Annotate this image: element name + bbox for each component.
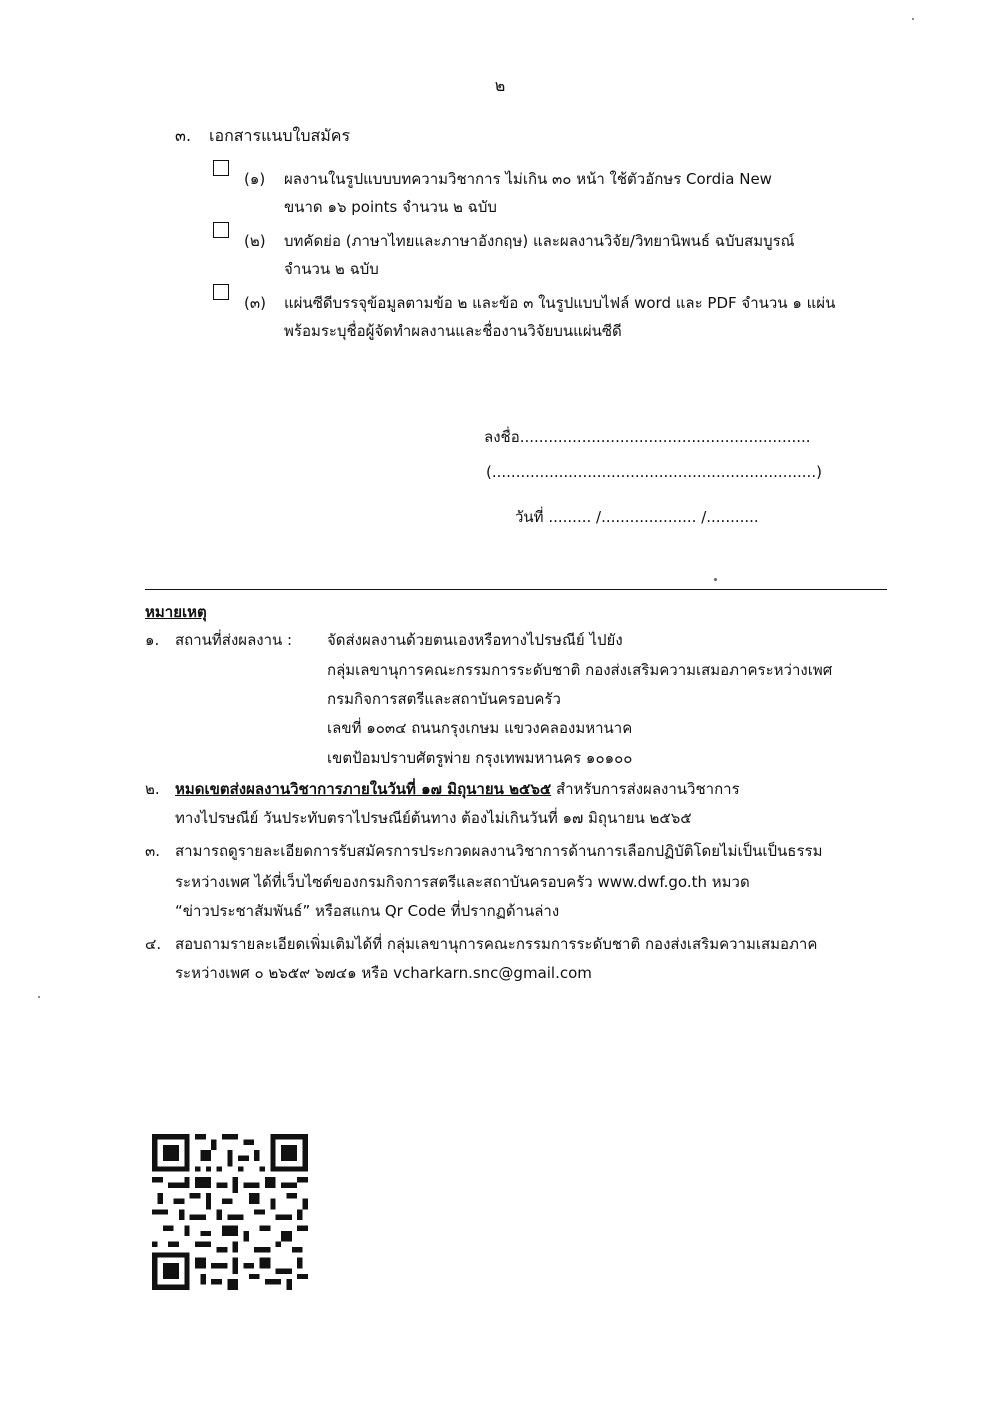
note-4-line-1: สอบถามรายละเอียดเพิ่มเติมได้ที่ กลุ่มเลขานุการคณะกรรมการระดับชาติ กองส่งเสริมความเสมอภาค (175, 935, 818, 953)
page-number: ๒ (494, 76, 506, 95)
note-2-number: ๒. (145, 780, 160, 798)
note-3-number: ๓. (145, 842, 161, 860)
attachment-item-1-line2: ขนาด ๑๖ points จำนวน ๒ ฉบับ (284, 198, 497, 216)
note-3-row (0, 839, 1000, 859)
note-4-row (0, 932, 1000, 952)
attachment-item-1-text: ผลงานในรูปแบบบทความวิชาการ ไม่เกิน ๓๐ หน้า ใช้ตัวอักษร Cordia New (284, 170, 772, 188)
attachment-item-2-number: (๒) (244, 232, 266, 250)
notes-divider (145, 589, 887, 590)
attachment-item-3-text: แผ่นซีดีบรรจุข้อมูลตามข้อ ๒ และข้อ ๓ ในรูปแบบไฟล์ word และ PDF จำนวน ๑ แผ่น (284, 294, 836, 312)
attachment-checkbox-1[interactable] (213, 160, 229, 176)
note-1-line-4: เลขที่ ๑๐๓๔ ถนนกรุงเกษม แขวงคลองมหานาค (327, 719, 633, 737)
qr-code[interactable] (152, 1134, 308, 1290)
note-4-number: ๔. (145, 935, 162, 953)
scan-speckle (714, 578, 717, 581)
section-title: เอกสารแนบใบสมัคร (209, 126, 351, 145)
note-2-deadline: หมดเขตส่งผลงานวิชาการภายในวันที่ ๑๗ มิถุนายน ๒๕๖๕ (175, 780, 552, 798)
attachment-item-2-text: บทคัดย่อ (ภาษาไทยและภาษาอังกฤษ) และผลงานวิจัย/วิทยานิพนธ์ ฉบับสมบูรณ์ (284, 232, 795, 250)
note-1-line-3: กรมกิจการสตรีและสถาบันครอบครัว (327, 690, 561, 708)
attachment-item-1-number: (๑) (244, 170, 266, 188)
note-1-line-1: จัดส่งผลงานด้วยตนเองหรือทางไปรษณีย์ ไปยัง (327, 631, 623, 649)
note-2-line-2: ทางไปรษณีย์ วันประทับตราไปรษณีย์ต้นทาง ต้องไม่เกินวันที่ ๑๗ มิถุนายน ๒๕๖๕ (175, 809, 692, 827)
notes-title: หมายเหตุ (145, 603, 207, 621)
note-3-line-2: ระหว่างเพศ ได้ที่เว็บไซต์ของกรมกิจการสตรีและสถาบันครอบครัว www.dwf.go.th หมวด (175, 873, 750, 891)
note-3-line-1: สามารถดูรายละเอียดการรับสมัครการประกวดผลงานวิชาการด้านการเลือกปฏิบัติโดยไม่เป็นเป็นธรรม (175, 842, 823, 860)
note-4-line-2: ระหว่างเพศ ๐ ๒๖๕๙ ๖๗๔๑ หรือ vcharkarn.snc@gmail.com (175, 964, 592, 982)
note-3-line-3: “ข่าวประชาสัมพันธ์” หรือสแกน Qr Code ที่ปรากฏด้านล่าง (175, 902, 560, 920)
signature-line[interactable]: ลงชื่อ............................................................. (484, 428, 811, 446)
attachment-item-3-line2: พร้อมระบุชื่อผู้จัดทำผลงานและชื่องานวิจัยบนแผ่นซีดี (284, 322, 622, 340)
attachment-item-2-line1 (244, 229, 795, 253)
attachment-item-1-line1 (244, 167, 772, 191)
section-heading (175, 124, 350, 149)
attachment-checkbox-2[interactable] (213, 222, 229, 238)
scan-speckle (38, 996, 40, 998)
scan-speckle (912, 18, 914, 20)
note-1-line-2: กลุ่มเลขานุการคณะกรรมการระดับชาติ กองส่งเสริมความเสมอภาคระหว่างเพศ (327, 661, 833, 679)
attachment-item-3-number: (๓) (244, 294, 266, 312)
note-1-number: ๑. (145, 631, 160, 649)
attachment-checkbox-3[interactable] (213, 284, 229, 300)
signature-date-line[interactable]: วันที่ ......... /.................... /........... (515, 508, 759, 526)
signature-name-line[interactable]: (....................................................................) (486, 463, 822, 481)
note-1-label: สถานที่ส่งผลงาน : (175, 631, 293, 649)
section-number: ๓. (175, 126, 192, 145)
attachment-item-2-line2: จำนวน ๒ ฉบับ (284, 260, 379, 278)
note-1-line-5: เขตป้อมปราบศัตรูพ่าย กรุงเทพมหานคร ๑๐๑๐๐ (327, 749, 633, 767)
note-2-row (0, 777, 1000, 797)
attachment-item-3-line1 (244, 291, 835, 315)
note-2-rest: สำหรับการส่งผลงานวิชาการ (551, 780, 740, 798)
